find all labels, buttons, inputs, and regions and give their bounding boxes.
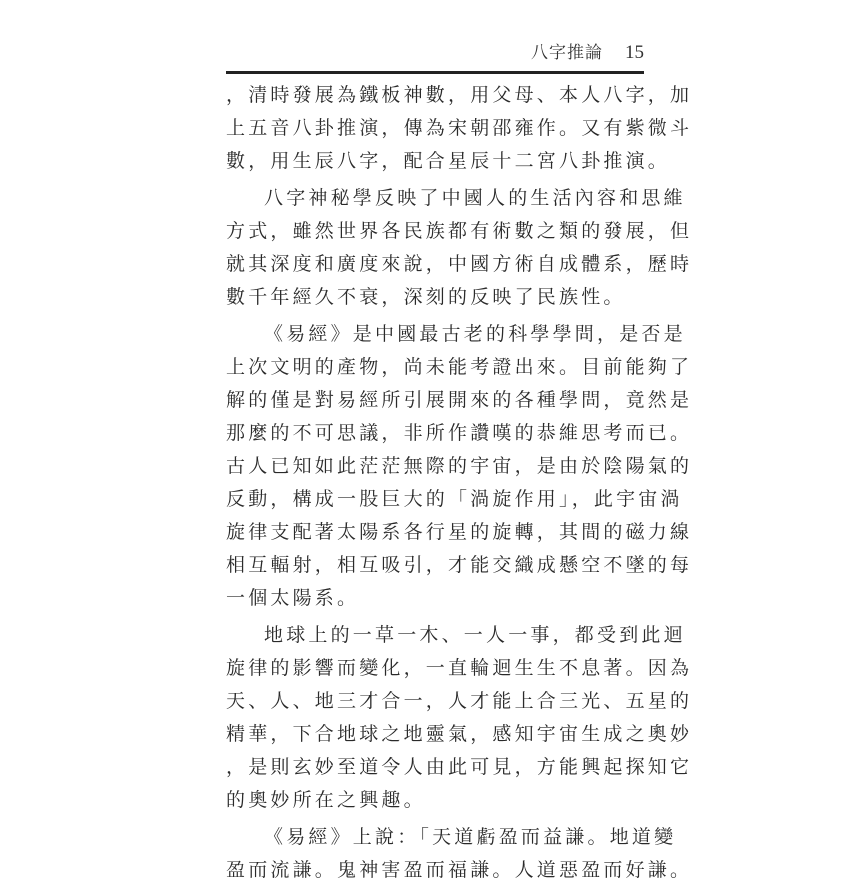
text-line: 古人已知如此茫茫無際的宇宙，是由於陰陽氣的: [226, 455, 693, 477]
paragraph: [226, 182, 693, 314]
text-line: 上次文明的產物，尚未能考證出來。目前能夠了: [226, 356, 693, 378]
text-line: ，是則玄妙至道令人由此可見，方能興起探知它: [226, 756, 693, 778]
text-line: ，清時發展為鐵板神數，用父母、本人八字，加: [226, 84, 693, 106]
paragraph: [226, 79, 693, 178]
running-header: [531, 38, 644, 64]
text-line: 旋律的影響而變化，一直輪迴生生不息著。因為: [226, 657, 693, 679]
text-line: 反動，構成一股巨大的「渦旋作用」，此宇宙渦: [226, 488, 683, 510]
running-title: 八字推論: [531, 43, 603, 63]
text-line: 地球上的一草一木、一人一事，都受到此迴: [264, 624, 686, 646]
text-line: 數千年經久不衰，深刻的反映了民族性。: [226, 286, 626, 308]
text-line: 相互輻射，相互吸引，才能交織成懸空不墜的每: [226, 554, 693, 576]
text-line: 解的僅是對易經所引展開來的各種學問，竟然是: [226, 389, 693, 411]
text-line: 一個太陽系。: [226, 587, 360, 609]
text-line: 《易經》是中國最古老的科學學問，是否是: [264, 323, 686, 345]
text-line: 方式，雖然世界各民族都有術數之類的發展，但: [226, 220, 693, 242]
text-line: 的奧妙所在之興趣。: [226, 789, 426, 811]
text-line: 精華，下合地球之地靈氣，感知宇宙生成之奧妙: [226, 723, 693, 745]
text-line: 數，用生辰八字，配合星辰十二宮八卦推演。: [226, 150, 671, 172]
text-line: 就其深度和廣度來說，中國方術自成體系，歷時: [226, 253, 693, 275]
text-line: 那麼的不可思議，非所作讚嘆的恭維思考而已。: [226, 422, 693, 444]
text-line: 《易經》上說：「天道虧盈而益謙。地道變: [264, 826, 677, 848]
text-line: 八字神秘學反映了中國人的生活內容和思維: [264, 187, 686, 209]
text-line: 旋律支配著太陽系各行星的旋轉，其間的磁力線: [226, 521, 693, 543]
body-text: [226, 79, 693, 887]
page-number: 15: [625, 42, 644, 63]
text-line: 盈而流謙。鬼神害盈而福謙。人道惡盈而好謙。: [226, 859, 693, 881]
text-line: 天、人、地三才合一，人才能上合三光、五星的: [226, 690, 693, 712]
paragraph: [226, 619, 693, 817]
paragraph: [226, 821, 693, 887]
text-line: 上五音八卦推演，傳為宋朝邵雍作。又有紫微斗: [226, 117, 693, 139]
paragraph: [226, 318, 693, 615]
book-page: [226, 0, 693, 881]
header-rule: [226, 71, 644, 74]
